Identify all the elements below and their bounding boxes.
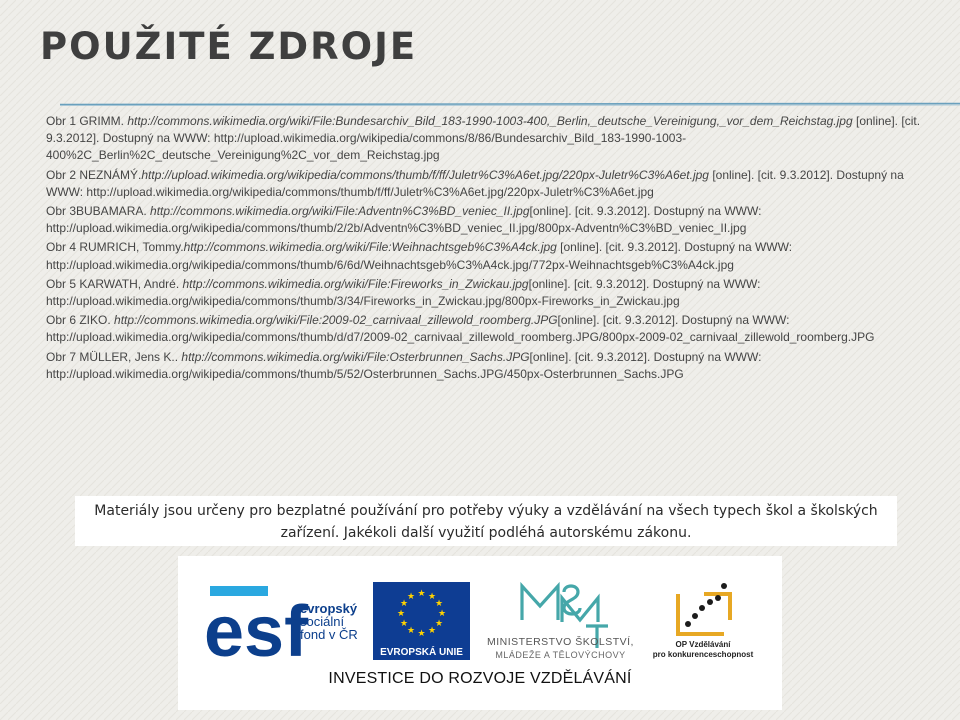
- svg-text:★: ★: [434, 619, 444, 629]
- reference-details: [online]. [cit. 9.3.2012]. Dostupný na WWW: http://upload.wikimedia.org/wikipedia/commons/thumb/6/6d/Weihnachtsgeb%C3%A4ck.jpg/772px-Weihnachtsgeb%C3%A4ck.jpg: [46, 240, 793, 272]
- svg-text:★: ★: [417, 629, 426, 639]
- svg-text:★: ★: [427, 626, 437, 636]
- reference-link[interactable]: http://commons.wikimedia.org/wiki/File:Fireworks_in_Zwickau.jpg: [182, 276, 529, 291]
- svg-text:★: ★: [434, 599, 444, 609]
- reference-link[interactable]: http://commons.wikimedia.org/wiki/File:Weihnachtsgeb%C3%A4ck.jpg: [183, 240, 557, 255]
- svg-text:★: ★: [427, 592, 437, 602]
- svg-text:★: ★: [399, 619, 409, 629]
- reference-item-4: [46, 239, 930, 273]
- reference-item-6: [46, 312, 930, 346]
- op-caption-line: OP Vzdělávání: [675, 640, 731, 649]
- reference-author: Obr 7 MÜLLER, Jens K..: [46, 349, 182, 364]
- investment-caption: INVESTICE DO ROZVOJE VZDĚLÁVÁNÍ: [328, 670, 632, 687]
- reference-author: Obr 2 NEZNÁMÝ.: [46, 167, 142, 182]
- title-underline: [60, 102, 960, 107]
- reference-link[interactable]: http://commons.wikimedia.org/wiki/File:Bundesarchiv_Bild_183-1990-1003-400,_Berlin,_deutsche_Vereinigung,_vor_dem_Reichstag.jpg: [127, 114, 853, 128]
- reference-author: Obr 6 ZIKO.: [46, 313, 115, 328]
- reference-author: Obr 4 RUMRICH, Tommy.: [46, 240, 184, 255]
- reference-author: Obr 1 GRIMM.: [46, 114, 128, 128]
- reference-details: [online]. [cit. 9.3.2012]. Dostupný na WWW: http://upload.wikimedia.org/wikipedia/commons/thumb/5/52/Osterbrunnen_Sachs.JPG/450px-Osterbrunnen_Sachs.JPG: [46, 349, 762, 381]
- copyright-note: Materiály jsou určeny pro bezplatné používání pro potřeby výuky a vzdělávání na všech typech škol a školských zařízení. Jakékoli další využití podléhá autorskému zákonu.: [75, 496, 897, 546]
- reference-link[interactable]: http://commons.wikimedia.org/wiki/File:2009-02_carnivaal_zillewold_roomberg.JPG: [114, 313, 558, 328]
- reference-author: Obr 5 KARWATH, André.: [46, 276, 183, 291]
- reference-item-7: [46, 349, 930, 383]
- reference-details: [online]. [cit. 9.3.2012]. Dostupný na WWW: http://upload.wikimedia.org/wikipedia/commons/thumb/3/34/Fireworks_in_Zwickau.jpg/800px-Fireworks_in_Zwickau.jpg: [46, 276, 761, 309]
- esf-label-line: sociální: [300, 614, 345, 629]
- eu-caption: EVROPSKÁ UNIE: [373, 647, 470, 658]
- svg-text:★: ★: [406, 592, 416, 602]
- eu-stars-icon: [373, 582, 470, 644]
- esf-label-line: fond v ČR: [300, 627, 358, 642]
- slide-title: POUŽITÉ ZDROJE: [40, 25, 418, 68]
- reference-item-1: [46, 113, 930, 165]
- svg-text:★: ★: [396, 609, 406, 619]
- funding-logos-banner: [178, 556, 782, 710]
- reference-author: Obr 3BUBAMARA.: [46, 204, 151, 219]
- svg-text:★: ★: [417, 589, 426, 599]
- svg-text:★: ★: [399, 599, 409, 609]
- esf-label-line: evropský: [300, 601, 358, 616]
- reference-item-5: [46, 276, 930, 310]
- reference-details: [online]. [cit. 9.3.2012]. Dostupný na WWW: http://upload.wikimedia.org/wikipedia/commons/thumb/d/d7/2009-02_carnivaal_zillewold_roomberg.JPG/800px-2009-02_carnivaal_zillewold_roomberg.JPG: [46, 313, 875, 345]
- svg-text:★: ★: [437, 609, 447, 619]
- op-caption-line: pro konkurenceschopnost: [652, 650, 754, 659]
- svg-text:★: ★: [406, 626, 416, 636]
- reference-details: [online]. [cit. 9.3.2012]. Dostupný na WWW: http://upload.wikimedia.org/wikipedia/commons/thumb/2/2b/Adventn%C3%BD_veniec_II.jpg/800px-Adventn%C3%BD_veniec_II.jpg: [46, 204, 762, 236]
- msmt-caption-line1: MINISTERSTVO ŠKOLSTVÍ,: [487, 636, 634, 648]
- reference-details: [online]. [cit. 9.3.2012]. Dostupný na WWW: http://upload.wikimedia.org/wikipedia/commons/8/86/Bundesarchiv_Bild_183-1990-1003-400%2C_Berlin%2C_deutsche_Vereinigung%2C_vor_dem_Reichstag.jpg: [46, 114, 921, 163]
- reference-link[interactable]: http://commons.wikimedia.org/wiki/File:Osterbrunnen_Sachs.JPG: [181, 349, 530, 364]
- reference-item-3: [46, 203, 930, 237]
- svg-text:esf: esf: [204, 592, 309, 662]
- reference-item-2: [46, 167, 930, 201]
- reference-details: [online]. [cit. 9.3.2012]. Dostupný na WWW: http://upload.wikimedia.org/wikipedia/commons/thumb/f/ff/Juletr%C3%A6et.jpg/220px-Juletr%C3%A6et.jpg: [46, 167, 904, 199]
- reference-link[interactable]: http://upload.wikimedia.org/wikipedia/commons/thumb/f/ff/Juletr%C3%A6et.jpg/220px-Juletr%C3%A6et.jpg: [141, 167, 709, 182]
- reference-link[interactable]: http://commons.wikimedia.org/wiki/File:Adventn%C3%BD_veniec_II.jpg: [150, 204, 530, 219]
- op-caption: [638, 640, 768, 660]
- references-list: [46, 113, 930, 385]
- esf-label: [300, 602, 358, 641]
- msmt-caption-line2: MLÁDEŽE A TĚLOVÝCHOVY: [495, 650, 626, 660]
